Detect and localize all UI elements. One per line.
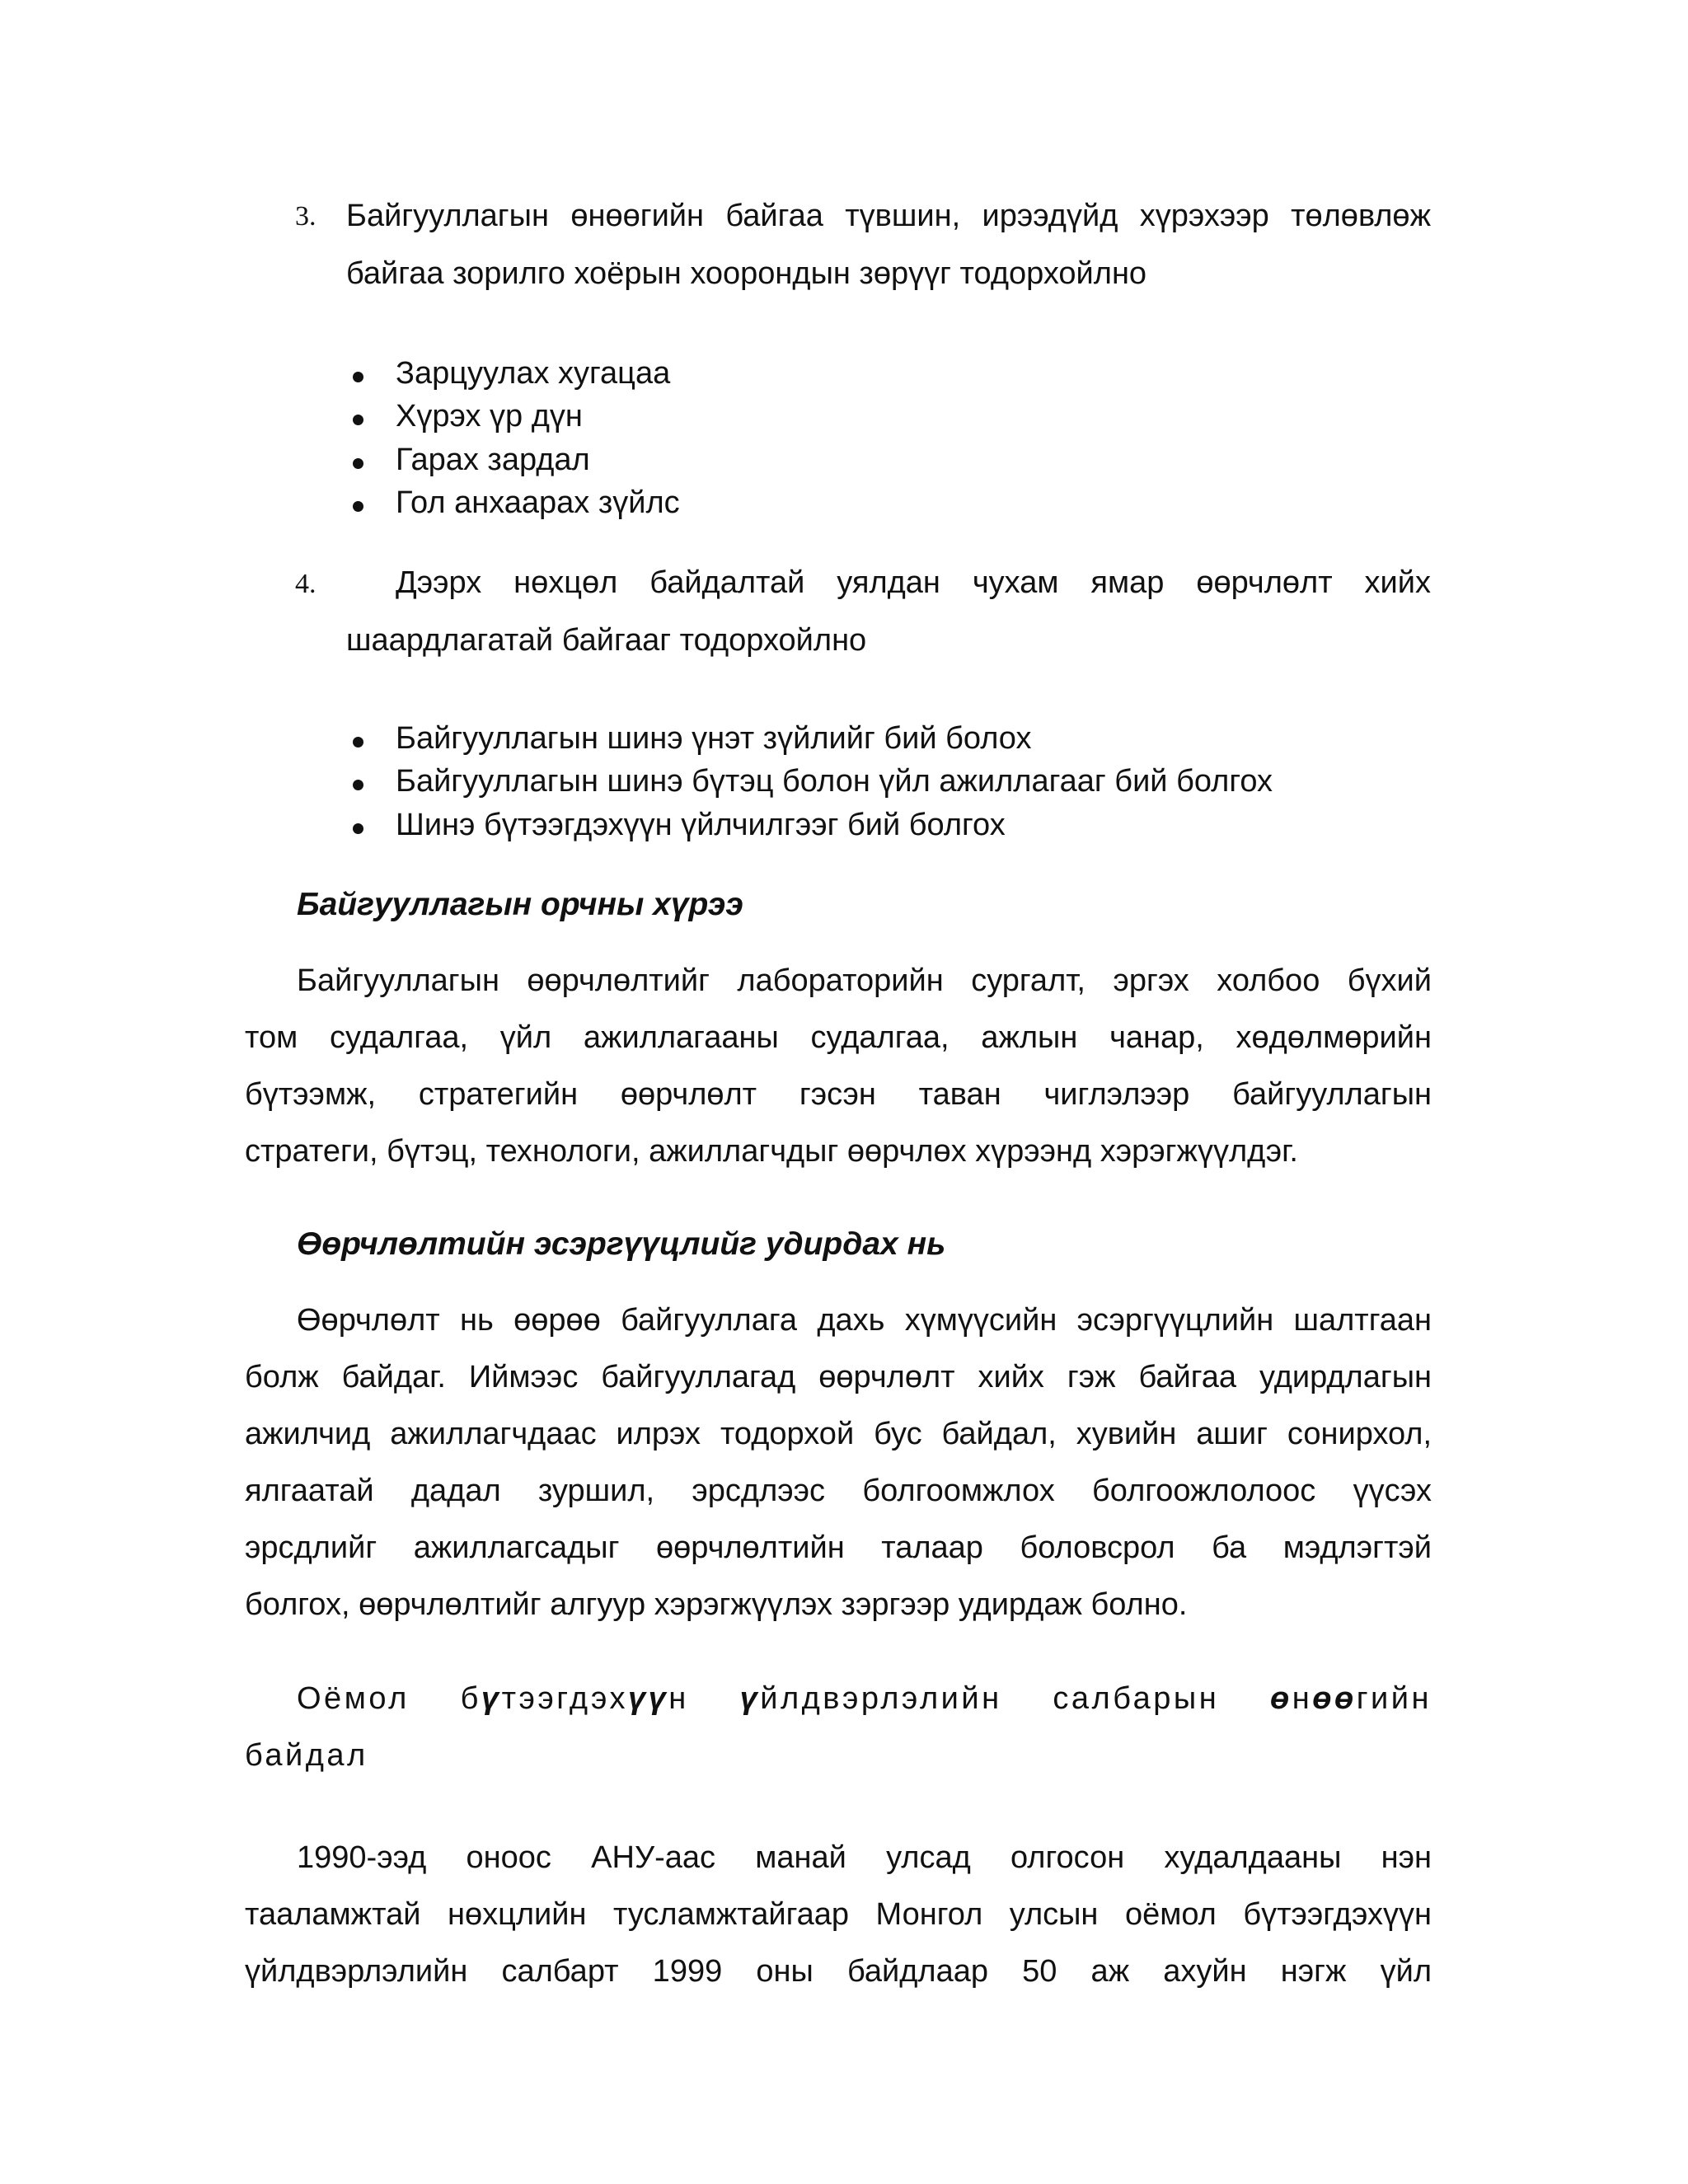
paragraph-line: болж байдаг. Иймээс байгууллагад өөрчлөлт хийх гэж байгаа удирдлагын	[245, 1360, 1432, 1394]
bullet-icon	[353, 780, 363, 790]
paragraph-line: үйлдвэрлэлийн салбарт 1999 оны байдлаар 50 аж ахуйн нэгж үйл	[245, 1954, 1432, 1989]
section-heading-scope: Байгууллагын орчны хүрээ	[297, 887, 743, 922]
section4-line2: шаардлагатай байгааг тодорхойлно	[346, 623, 867, 658]
paragraph-line: Байгууллагын өөрчлөлтийг лабораторийн сургалт, эргэх холбоо бүхий	[297, 963, 1432, 998]
paragraph-line: тааламжтай нөхцлийн тусламжтайгаар Монгол улсын оёмол бүтээгдэхүүн	[245, 1897, 1432, 1932]
paragraph-line: эрсдлийг ажиллагсадыг өөрчлөлтийн талаар боловсрол ба мэдлэгтэй	[245, 1530, 1432, 1565]
list-item: Зарцуулах хугацаа	[396, 356, 671, 391]
bullet-icon	[353, 415, 363, 425]
industry-heading-line1: Оёмол бүтээгдэхүүн үйлдвэрлэлийн салбарын өнөөгийн	[297, 1681, 1432, 1716]
list-item: Гол анхаарах зүйлс	[396, 485, 680, 520]
bullet-icon	[353, 501, 363, 512]
paragraph-line: 1990-ээд оноос АНУ-аас манай улсад олгосон худалдааны нэн	[297, 1840, 1432, 1875]
list-item: Гарах зардал	[396, 443, 590, 477]
industry-heading-line2: байдал	[245, 1738, 368, 1773]
list-item: Шинэ бүтээгдэхүүн үйлчилгээг бий болгох	[396, 808, 1006, 842]
section4-line1: Дээрх нөхцөл байдалтай уялдан чухам ямар өөрчлөлт хийх	[396, 565, 1431, 600]
paragraph-line: Өөрчлөлт нь өөрөө байгууллага дахь хүмүүсийн эсэргүүцлийн шалтгаан	[297, 1303, 1432, 1338]
list-item: Байгууллагын шинэ үнэт зүйлийг бий болох	[396, 721, 1032, 756]
paragraph-line: ялгаатай дадал зуршил, эрсдлээс болгоомжлох болгоожлолоос үүсэх	[245, 1474, 1432, 1508]
paragraph-line: бүтээмж, стратегийн өөрчлөлт гэсэн таван чиглэлээр байгууллагын	[245, 1077, 1432, 1112]
section3-line1: Байгууллагын өнөөгийн байгаа түвшин, ирээдүйд хүрэхээр төлөвлөж	[346, 199, 1431, 233]
bullet-icon	[353, 737, 363, 748]
bullet-icon	[353, 372, 363, 382]
section-heading-resistance: Өөрчлөлтийн эсэргүүцлийг удирдах нь	[297, 1226, 946, 1262]
bullet-icon	[353, 823, 363, 834]
paragraph-line: том судалгаа, үйл ажиллагааны судалгаа, ажлын чанар, хөдөлмөрийн	[245, 1020, 1432, 1055]
bullet-icon	[353, 458, 363, 469]
list-number-3: 3.	[295, 201, 316, 232]
list-item: Хүрэх үр дүн	[396, 399, 583, 434]
paragraph-line: стратеги, бүтэц, технологи, ажиллагчдыг өөрчлөх хүрээнд хэрэгжүүлдэг.	[245, 1134, 1298, 1169]
paragraph-line: ажилчид ажиллагчдаас илрэх тодорхой бус байдал, хувийн ашиг сонирхол,	[245, 1417, 1432, 1451]
paragraph-line: болгох, өөрчлөлтийг алгуур хэрэгжүүлэх зэргээр удирдаж болно.	[245, 1587, 1188, 1622]
section3-line2: байгаа зорилго хоёрын хоорондын зөрүүг тодорхойлно	[346, 256, 1147, 291]
list-number-4: 4.	[295, 569, 316, 599]
list-item: Байгууллагын шинэ бүтэц болон үйл ажиллагааг бий болгох	[396, 764, 1273, 799]
